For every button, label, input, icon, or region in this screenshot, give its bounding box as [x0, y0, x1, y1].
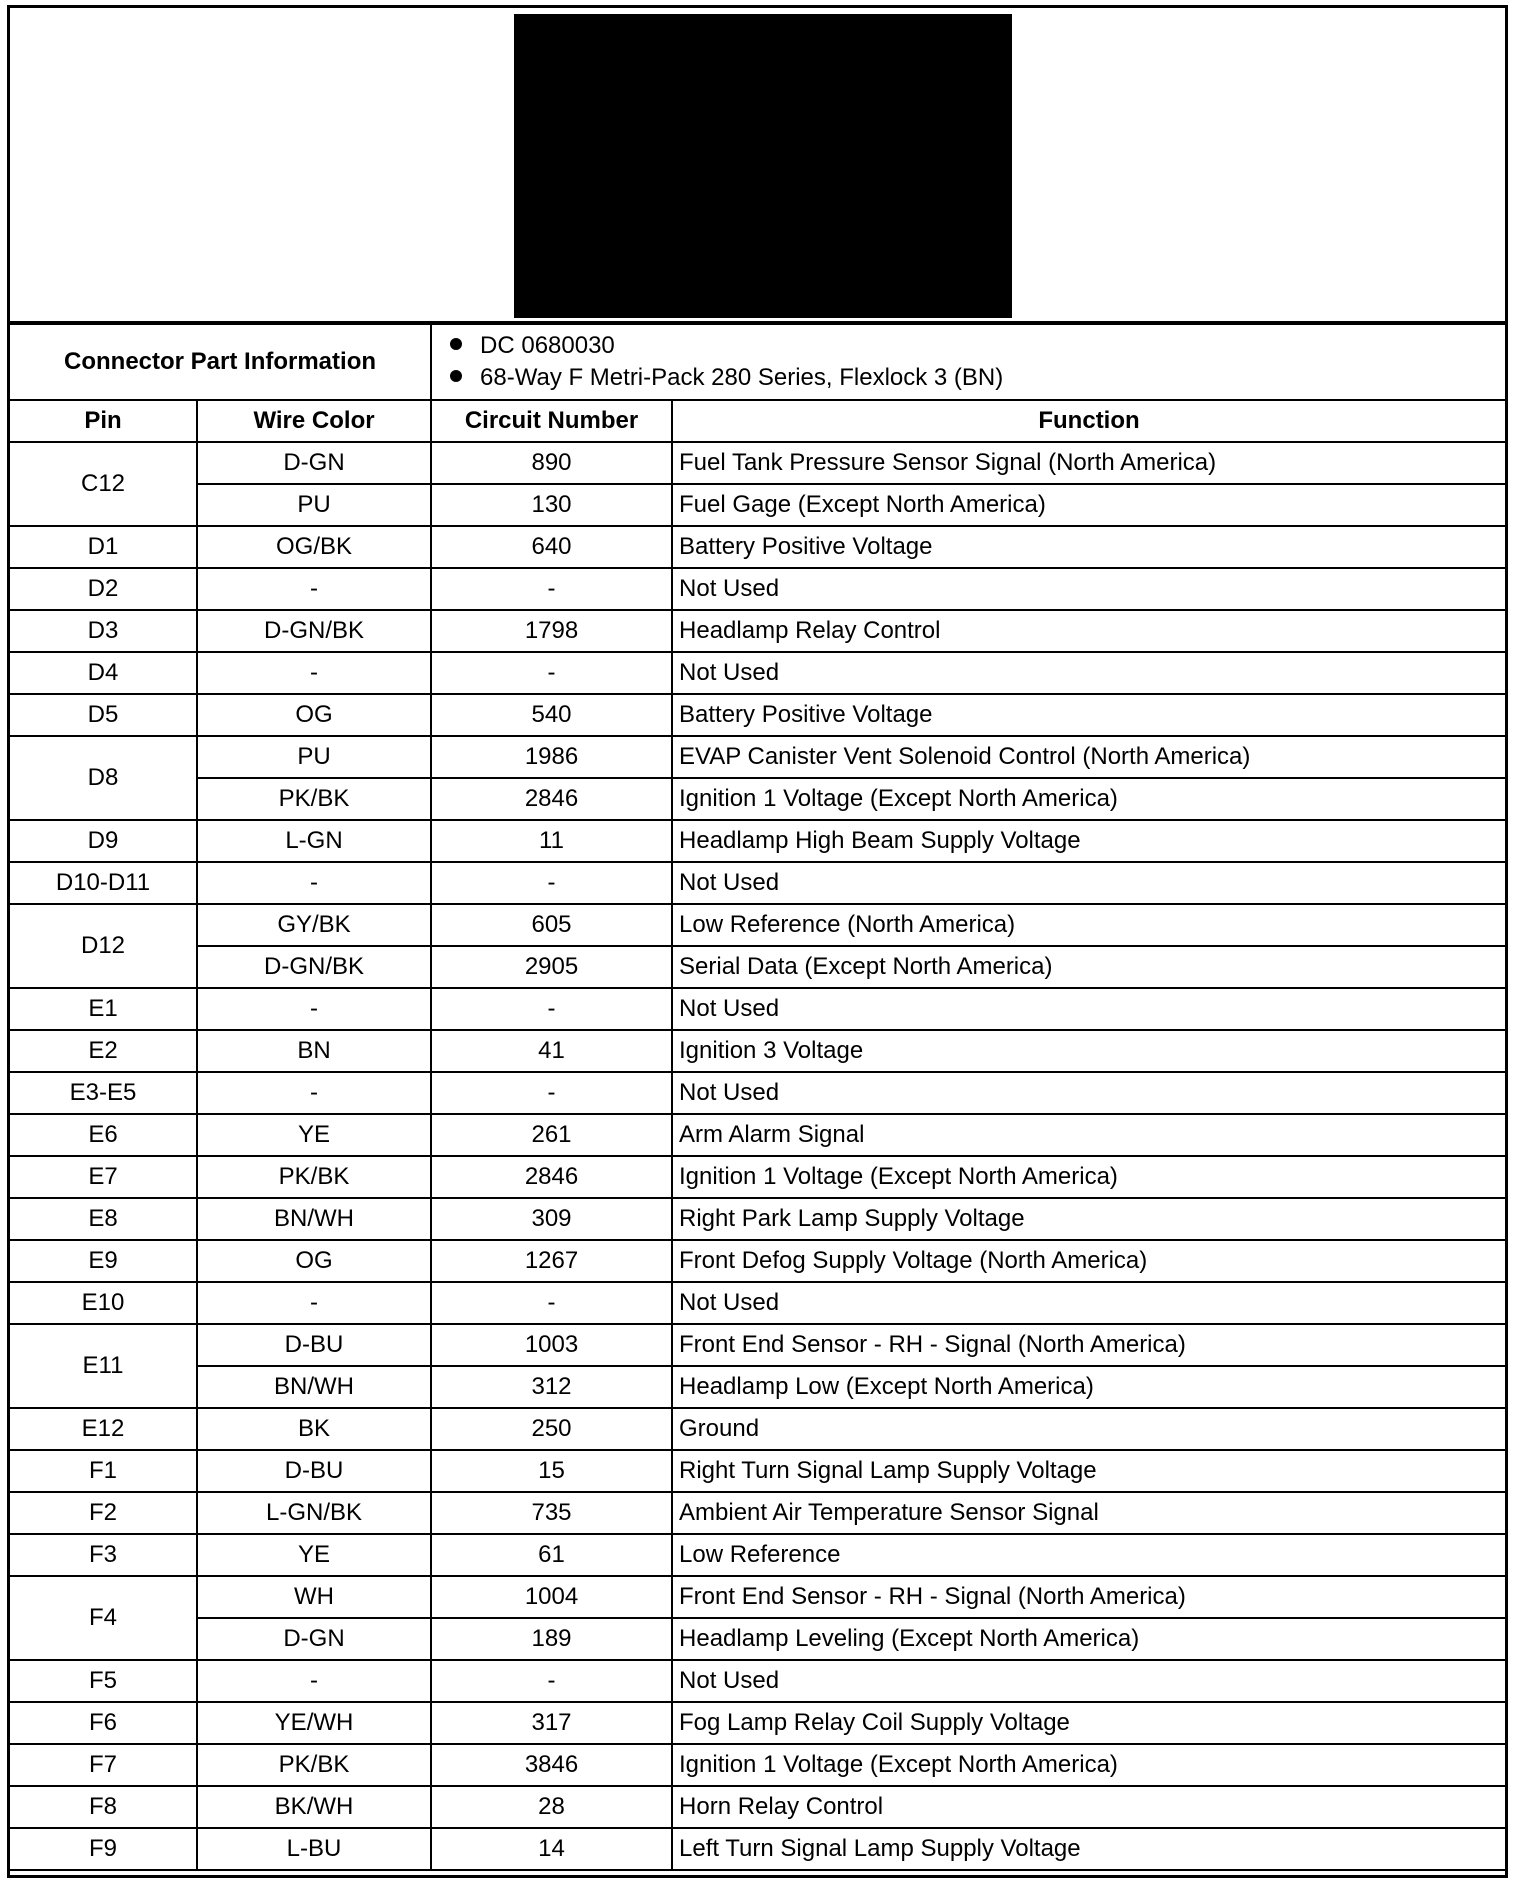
function-cell: Headlamp Relay Control [672, 610, 1505, 652]
pin-cell: D9 [10, 820, 197, 862]
function-cell: Battery Positive Voltage [672, 694, 1505, 736]
circuit-number-cell: 28 [431, 1786, 672, 1828]
wire-color-cell: D-BU [197, 1324, 431, 1366]
function-cell: Ground [672, 1408, 1505, 1450]
circuit-number-cell: 2846 [431, 1156, 672, 1198]
pin-cell: E7 [10, 1156, 197, 1198]
wire-color-cell: OG/BK [197, 526, 431, 568]
wire-color-cell: D-BU [197, 1450, 431, 1492]
wire-color-cell: - [197, 652, 431, 694]
bullet-icon [450, 338, 462, 350]
connector-info-item: DC 0680030 [450, 330, 1505, 362]
table-row [10, 1072, 1505, 1114]
wire-color-cell: PU [197, 484, 431, 526]
table-row [10, 610, 1505, 652]
wire-color-cell: D-GN [197, 442, 431, 484]
function-cell: Ignition 1 Voltage (Except North America) [672, 1744, 1505, 1786]
connector-info-values [431, 324, 1505, 400]
pin-cell: D4 [10, 652, 197, 694]
circuit-number-cell: 261 [431, 1114, 672, 1156]
function-cell: Right Turn Signal Lamp Supply Voltage [672, 1450, 1505, 1492]
circuit-number-cell: 2905 [431, 946, 672, 988]
function-cell: Front Defog Supply Voltage (North America) [672, 1240, 1505, 1282]
circuit-number-cell: 605 [431, 904, 672, 946]
pin-cell: C12 [10, 442, 197, 526]
table-row [10, 1240, 1505, 1282]
table-row [10, 736, 1505, 778]
table-row [10, 1408, 1505, 1450]
function-cell: Ignition 1 Voltage (Except North America) [672, 778, 1505, 820]
circuit-number-cell: 1004 [431, 1576, 672, 1618]
circuit-number-cell: - [431, 1072, 672, 1114]
wire-color-cell: YE [197, 1114, 431, 1156]
function-cell: Headlamp High Beam Supply Voltage [672, 820, 1505, 862]
table-row [10, 526, 1505, 568]
table-row [10, 694, 1505, 736]
circuit-number-cell: 1003 [431, 1324, 672, 1366]
circuit-number-cell: 130 [431, 484, 672, 526]
wire-color-cell: L-BU [197, 1828, 431, 1870]
wire-color-cell: BK/WH [197, 1786, 431, 1828]
function-cell: Not Used [672, 1072, 1505, 1114]
circuit-number-cell: 890 [431, 442, 672, 484]
table-row [10, 1744, 1505, 1786]
pin-cell: D3 [10, 610, 197, 652]
pin-cell: E10 [10, 1282, 197, 1324]
function-cell: Not Used [672, 1282, 1505, 1324]
table-row [10, 1324, 1505, 1366]
table-row [10, 1282, 1505, 1324]
wire-color-cell: D-GN/BK [197, 946, 431, 988]
table-row [10, 1618, 1505, 1660]
wire-color-cell: PK/BK [197, 1744, 431, 1786]
pin-cell: F7 [10, 1744, 197, 1786]
circuit-number-cell: 640 [431, 526, 672, 568]
circuit-number-cell: 3846 [431, 1744, 672, 1786]
pin-column-header: Pin [10, 400, 197, 442]
circuit-number-cell: 14 [431, 1828, 672, 1870]
function-cell: Low Reference (North America) [672, 904, 1505, 946]
redacted-connector-image [514, 14, 1012, 318]
table-row [10, 1660, 1505, 1702]
circuit-number-cell: 317 [431, 1702, 672, 1744]
circuit-number-cell: 61 [431, 1534, 672, 1576]
pin-cell: D12 [10, 904, 197, 988]
bullet-icon [450, 370, 462, 382]
connector-info-row [10, 324, 1505, 400]
function-cell: Arm Alarm Signal [672, 1114, 1505, 1156]
pin-cell: E12 [10, 1408, 197, 1450]
wire-color-cell: GY/BK [197, 904, 431, 946]
circuit-number-cell: 2846 [431, 778, 672, 820]
connector-info-label: Connector Part Information [10, 324, 431, 400]
function-cell: Fuel Tank Pressure Sensor Signal (North America) [672, 442, 1505, 484]
wire-color-cell: - [197, 988, 431, 1030]
circuit-number-cell: - [431, 652, 672, 694]
function-cell: Fog Lamp Relay Coil Supply Voltage [672, 1702, 1505, 1744]
pin-cell: F8 [10, 1786, 197, 1828]
function-cell: Not Used [672, 652, 1505, 694]
pin-cell: F9 [10, 1828, 197, 1870]
table-row [10, 652, 1505, 694]
function-cell: Battery Positive Voltage [672, 526, 1505, 568]
wire-color-cell: PK/BK [197, 1156, 431, 1198]
table-row [10, 1534, 1505, 1576]
wire-color-cell: L-GN/BK [197, 1492, 431, 1534]
circuit-number-cell: 312 [431, 1366, 672, 1408]
wire-color-cell: BN/WH [197, 1366, 431, 1408]
pinout-body [10, 442, 1505, 1870]
pin-cell: F6 [10, 1702, 197, 1744]
circuit-number-cell: 11 [431, 820, 672, 862]
pinout-table [10, 323, 1505, 1871]
table-row [10, 568, 1505, 610]
table-row [10, 1030, 1505, 1072]
circuit-number-cell: - [431, 1660, 672, 1702]
function-cell: Right Park Lamp Supply Voltage [672, 1198, 1505, 1240]
function-cell: Not Used [672, 568, 1505, 610]
table-row [10, 946, 1505, 988]
table-row [10, 1702, 1505, 1744]
circuit-number-cell: 1798 [431, 610, 672, 652]
pin-cell: E1 [10, 988, 197, 1030]
wire-color-cell: BN [197, 1030, 431, 1072]
function-cell: Low Reference [672, 1534, 1505, 1576]
table-row [10, 1828, 1505, 1870]
pin-cell: D1 [10, 526, 197, 568]
function-column-header: Function [672, 400, 1505, 442]
circuit-column-header: Circuit Number [431, 400, 672, 442]
wire-color-cell: PK/BK [197, 778, 431, 820]
wire-color-cell: - [197, 1072, 431, 1114]
table-row [10, 442, 1505, 484]
connector-info-item: 68-Way F Metri-Pack 280 Series, Flexlock 3 (BN) [450, 362, 1505, 394]
table-row [10, 484, 1505, 526]
table-row [10, 1156, 1505, 1198]
wire-color-cell: OG [197, 694, 431, 736]
function-cell: EVAP Canister Vent Solenoid Control (North America) [672, 736, 1505, 778]
function-cell: Not Used [672, 862, 1505, 904]
function-cell: Front End Sensor - RH - Signal (North America) [672, 1324, 1505, 1366]
function-cell: Horn Relay Control [672, 1786, 1505, 1828]
function-cell: Fuel Gage (Except North America) [672, 484, 1505, 526]
pin-cell: D10-D11 [10, 862, 197, 904]
circuit-number-cell: 735 [431, 1492, 672, 1534]
table-row [10, 1492, 1505, 1534]
wire-color-cell: BK [197, 1408, 431, 1450]
table-row [10, 1198, 1505, 1240]
wire-color-cell: BN/WH [197, 1198, 431, 1240]
table-row [10, 862, 1505, 904]
circuit-number-cell: 250 [431, 1408, 672, 1450]
wire-color-cell: - [197, 1282, 431, 1324]
pin-cell: E11 [10, 1324, 197, 1408]
wire-color-cell: D-GN/BK [197, 610, 431, 652]
pin-cell: F4 [10, 1576, 197, 1660]
pin-cell: E8 [10, 1198, 197, 1240]
wire-color-cell: D-GN [197, 1618, 431, 1660]
function-cell: Not Used [672, 988, 1505, 1030]
table-row [10, 1786, 1505, 1828]
pin-cell: F1 [10, 1450, 197, 1492]
circuit-number-cell: - [431, 568, 672, 610]
function-cell: Headlamp Low (Except North America) [672, 1366, 1505, 1408]
wire-color-cell: - [197, 1660, 431, 1702]
table-row [10, 988, 1505, 1030]
circuit-number-cell: 540 [431, 694, 672, 736]
table-row [10, 820, 1505, 862]
pin-cell: D2 [10, 568, 197, 610]
wire-color-cell: YE/WH [197, 1702, 431, 1744]
pin-cell: F2 [10, 1492, 197, 1534]
circuit-number-cell: 309 [431, 1198, 672, 1240]
table-row [10, 1366, 1505, 1408]
table-row [10, 778, 1505, 820]
connector-image-area [10, 8, 1505, 323]
function-cell: Ignition 3 Voltage [672, 1030, 1505, 1072]
pin-cell: E6 [10, 1114, 197, 1156]
table-row [10, 1450, 1505, 1492]
circuit-number-cell: - [431, 1282, 672, 1324]
circuit-number-cell: 1267 [431, 1240, 672, 1282]
function-cell: Ambient Air Temperature Sensor Signal [672, 1492, 1505, 1534]
function-cell: Not Used [672, 1660, 1505, 1702]
circuit-number-cell: 15 [431, 1450, 672, 1492]
function-cell: Headlamp Leveling (Except North America) [672, 1618, 1505, 1660]
wire-color-cell: L-GN [197, 820, 431, 862]
function-cell: Front End Sensor - RH - Signal (North America) [672, 1576, 1505, 1618]
table-row [10, 904, 1505, 946]
circuit-number-cell: 1986 [431, 736, 672, 778]
connector-document [7, 5, 1508, 1878]
wire-color-cell: - [197, 568, 431, 610]
column-header-row [10, 400, 1505, 442]
circuit-number-cell: 189 [431, 1618, 672, 1660]
wire-color-cell: PU [197, 736, 431, 778]
pin-cell: F5 [10, 1660, 197, 1702]
pin-cell: D5 [10, 694, 197, 736]
function-cell: Serial Data (Except North America) [672, 946, 1505, 988]
circuit-number-cell: 41 [431, 1030, 672, 1072]
table-row [10, 1576, 1505, 1618]
circuit-number-cell: - [431, 862, 672, 904]
wire-color-cell: OG [197, 1240, 431, 1282]
pin-cell: D8 [10, 736, 197, 820]
table-row [10, 1114, 1505, 1156]
wire-color-column-header: Wire Color [197, 400, 431, 442]
wire-color-cell: WH [197, 1576, 431, 1618]
pin-cell: E9 [10, 1240, 197, 1282]
pin-cell: E2 [10, 1030, 197, 1072]
pin-cell: E3-E5 [10, 1072, 197, 1114]
wire-color-cell: - [197, 862, 431, 904]
circuit-number-cell: - [431, 988, 672, 1030]
function-cell: Ignition 1 Voltage (Except North America) [672, 1156, 1505, 1198]
wire-color-cell: YE [197, 1534, 431, 1576]
pin-cell: F3 [10, 1534, 197, 1576]
function-cell: Left Turn Signal Lamp Supply Voltage [672, 1828, 1505, 1870]
